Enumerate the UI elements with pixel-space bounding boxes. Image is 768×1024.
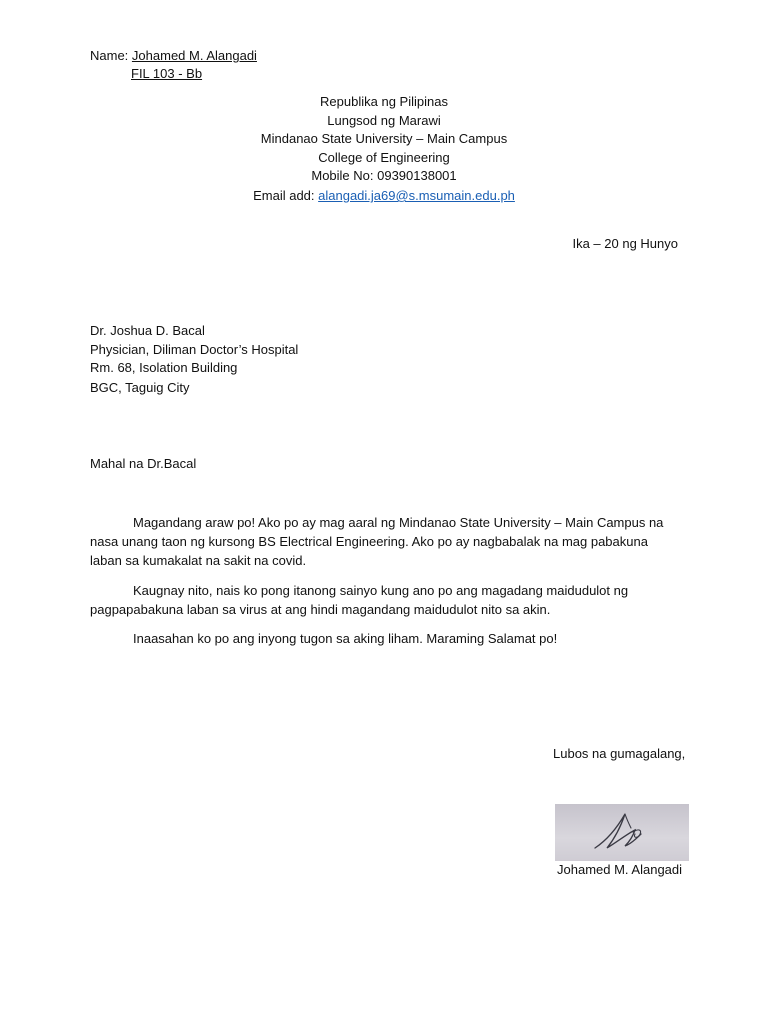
email-label: Email add: xyxy=(253,188,315,203)
body-paragraph-2: Kaugnay nito, nais ko pong itanong sainyo kung ano po ang magadang maidudulot ng pagpapabakuna laban sa virus at ang hindi magandang maidudulot nito sa akin. xyxy=(90,583,629,617)
signature-name: Johamed M. Alangadi xyxy=(557,862,683,877)
recipient-city: BGC, Taguig City xyxy=(90,380,190,395)
email-link[interactable]: alangadi.ja69@s.msumain.edu.ph xyxy=(318,188,515,203)
sender-line-2: Lungsod ng Marawi xyxy=(327,113,441,128)
letter-date: Ika – 20 ng Hunyo xyxy=(572,236,678,251)
course-code: FIL 103 - Bb xyxy=(131,66,203,81)
sender-mobile: Mobile No: 09390138001 xyxy=(311,168,457,183)
name-line xyxy=(90,47,257,65)
closing: Lubos na gumagalang, xyxy=(553,746,686,761)
recipient-room: Rm. 68, Isolation Building xyxy=(90,360,238,375)
recipient-title: Physician, Diliman Doctor’s Hospital xyxy=(90,342,299,357)
recipient-name: Dr. Joshua D. Bacal xyxy=(90,323,205,338)
sender-line-4: College of Engineering xyxy=(318,150,450,165)
sender-email-line xyxy=(0,187,768,205)
student-name: Johamed M. Alangadi xyxy=(131,48,257,63)
name-label: Name: xyxy=(90,48,129,63)
salutation: Mahal na Dr.Bacal xyxy=(90,456,197,471)
sender-line-1: Republika ng Pilipinas xyxy=(320,94,448,109)
signature-image xyxy=(555,804,689,861)
body-paragraph-1: Magandang araw po! Ako po ay mag aaral ng Mindanao State University – Main Campus na nasa unang taon ng kursong BS Electrical Engineering. Ako po ay nagbabalak na mag pabakuna laban sa kumakalat na sakit na covid. xyxy=(90,515,664,568)
signature-scribble-icon xyxy=(555,804,689,861)
body-paragraph-3: Inaasahan ko po ang inyong tugon sa aking liham. Maraming Salamat po! xyxy=(133,631,558,646)
sender-line-3: Mindanao State University – Main Campus xyxy=(260,131,508,146)
